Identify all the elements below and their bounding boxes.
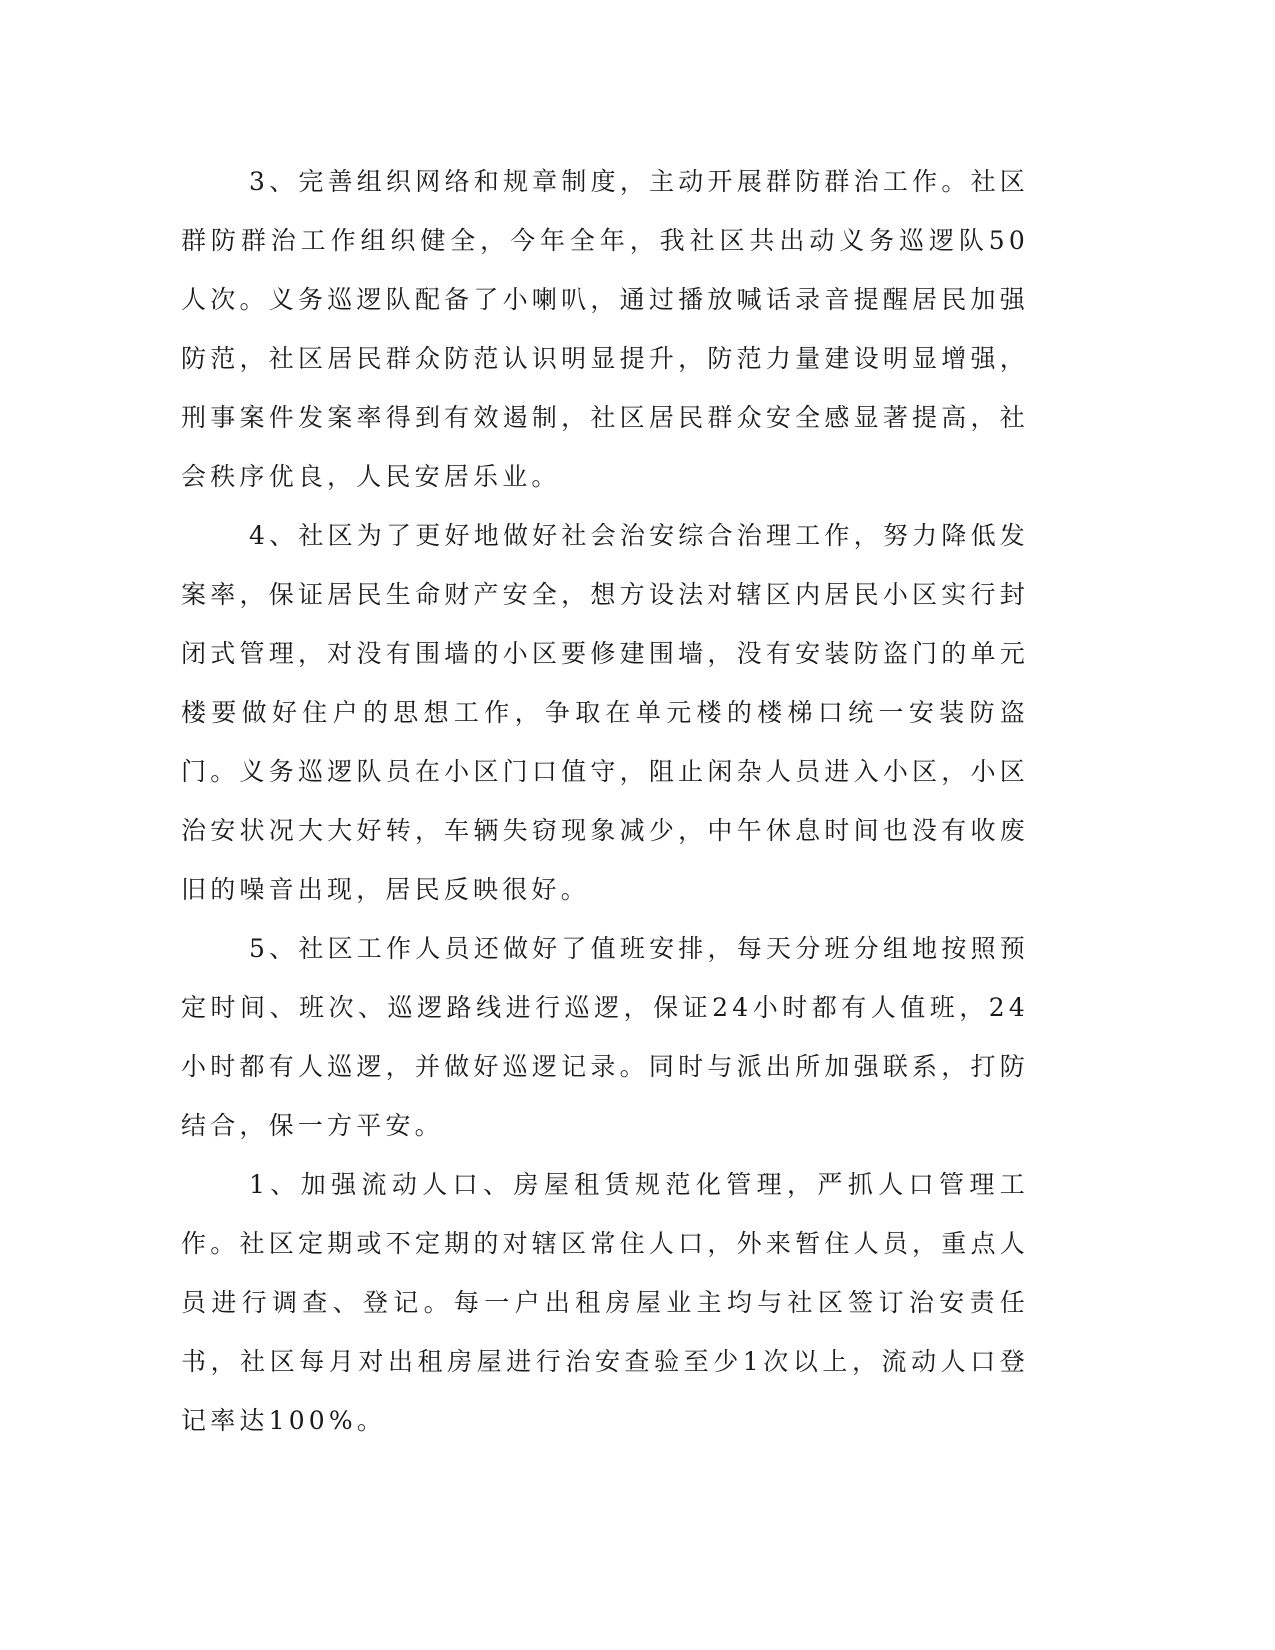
document-body: [181, 152, 1029, 1450]
paragraph-item-4: 4、社区为了更好地做好社会治安综合治理工作，努力降低发案率，保证居民生命财产安全，想方设法对辖区内居民小区实行封闭式管理，对没有围墙的小区要修建围墙，没有安装防盗门的单元楼要做好住户的思想工作，争取在单元楼的楼梯口统一安装防盗门。义务巡逻队员在小区门口值守，阻止闲杂人员进入小区，小区治安状况大大好转，车辆失窃现象减少，中午休息时间也没有收废旧的噪音出现，居民反映很好。: [181, 521, 1029, 904]
paragraph-item-5: 5、社区工作人员还做好了值班安排，每天分班分组地按照预定时间、班次、巡逻路线进行巡逻，保证24小时都有人值班，24小时都有人巡逻，并做好巡逻记录。同时与派出所加强联系，打防结合，保一方平安。: [181, 934, 1029, 1140]
paragraph-item-1: 1、加强流动人口、房屋租赁规范化管理，严抓人口管理工作。社区定期或不定期的对辖区常住人口，外来暂住人员，重点人员进行调查、登记。每一户出租房屋业主均与社区签订治安责任书，社区每月对出租房屋进行治安查验至少1次以上，流动人口登记率达100%。: [181, 1170, 1029, 1435]
paragraph-item-3: 3、完善组织网络和规章制度，主动开展群防群治工作。社区群防群治工作组织健全，今年全年，我社区共出动义务巡逻队50人次。义务巡逻队配备了小喇叭，通过播放喊话录音提醒居民加强防范，社区居民群众防范认识明显提升，防范力量建设明显增强，刑事案件发案率得到有效遏制，社区居民群众安全感显著提高，社会秩序优良，人民安居乐业。: [181, 167, 1029, 491]
